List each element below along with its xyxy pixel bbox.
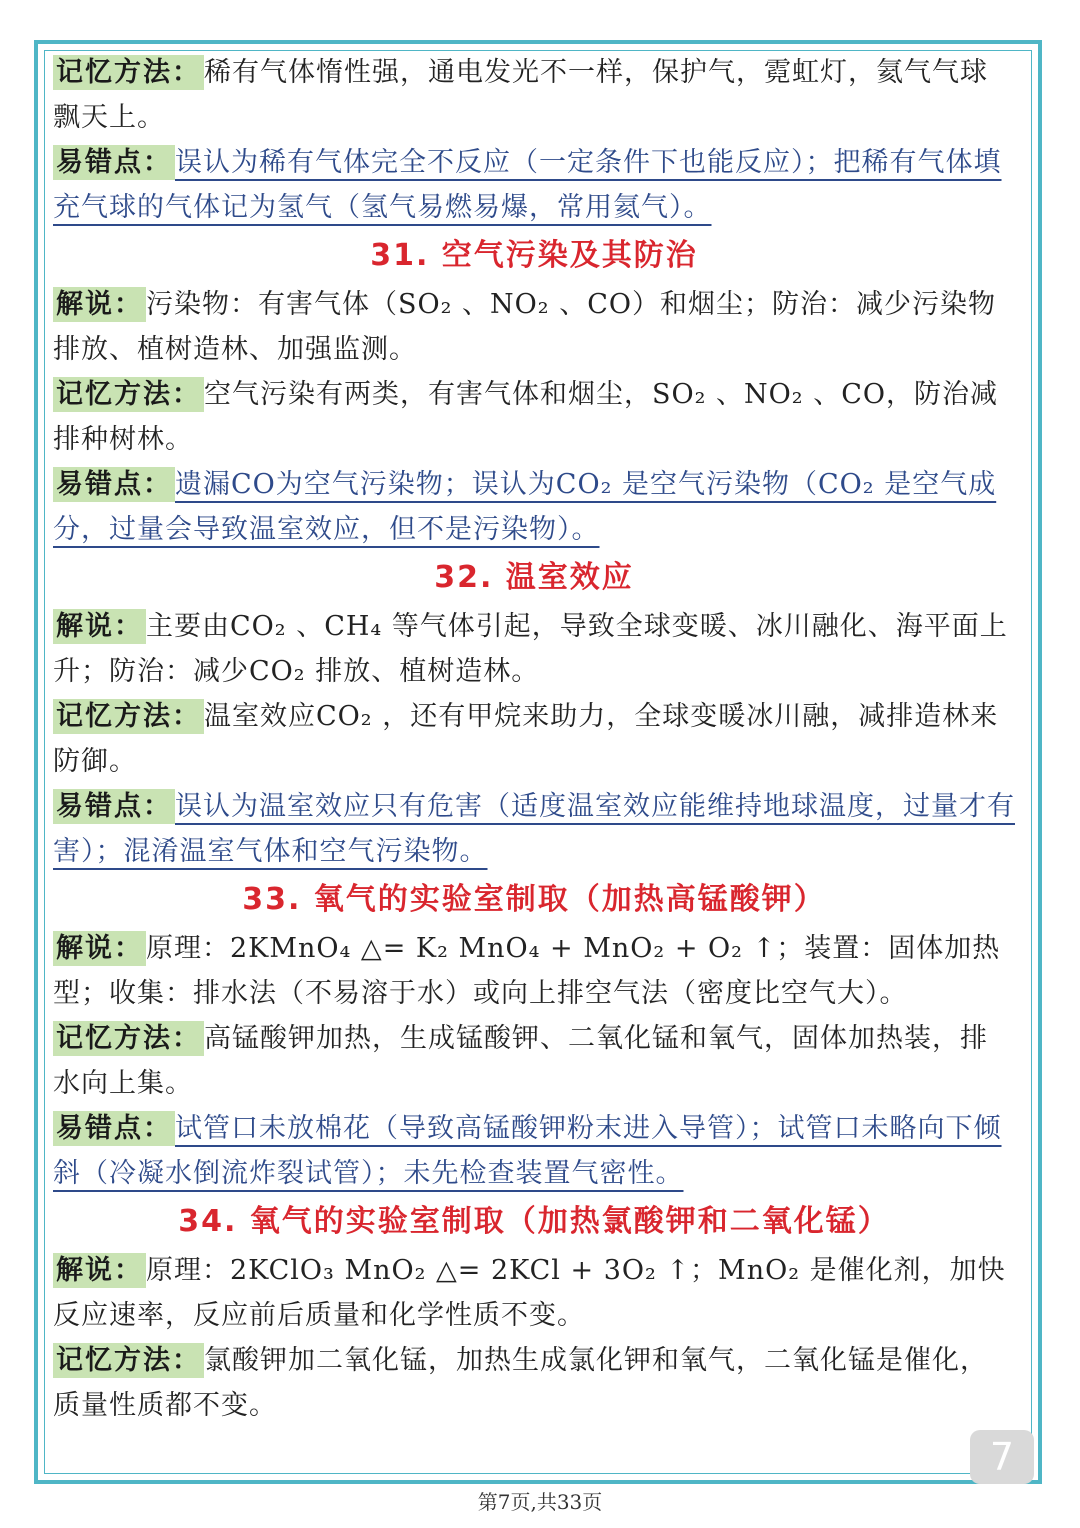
entry-text: 氯酸钾加二氧化锰，加热生成氯化钾和氧气，二氧化锰是催化，质量性质都不变。 (53, 1345, 988, 1421)
memory-method-entry (53, 50, 1015, 140)
error-point-entry (53, 462, 1015, 552)
entry-label: 易错点： (53, 1111, 175, 1146)
section-entry (53, 604, 1015, 694)
section-title: 33. 氧气的实验室制取（加热高锰酸钾） (242, 882, 826, 917)
entry-label: 易错点： (53, 789, 175, 824)
entry-text: 原理：2KClO₃ MnO₂ △= 2KCl + 3O₂ ↑；MnO₂ 是催化剂，加快反应速率，反应前后质量和化学性质不变。 (53, 1255, 1006, 1331)
error-point-label: 易错点： (53, 145, 175, 180)
error-point-entry (53, 140, 1015, 230)
entry-text: 高锰酸钾加热，生成锰酸钾、二氧化锰和氧气，固体加热装，排水向上集。 (53, 1023, 988, 1099)
section-title: 34. 氧气的实验室制取（加热氯酸钾和二氧化锰） (178, 1204, 890, 1239)
page-footer: 第7页,共33页 (477, 1490, 603, 1514)
entry-text: 空气污染有两类，有害气体和烟尘，SO₂ 、NO₂ 、CO，防治减排种树林。 (53, 379, 998, 455)
section-entry (53, 1248, 1015, 1338)
section-entry (53, 1016, 1015, 1106)
entry-text: 原理：2KMnO₄ △= K₂ MnO₄ + MnO₂ + O₂ ↑；装置：固体加热型；收集：排水法（不易溶于水）或向上排空气法（密度比空气大）。 (53, 933, 1001, 1009)
document-content (53, 50, 1015, 1428)
section-entry (53, 1338, 1015, 1428)
entry-label: 记忆方法： (53, 1021, 204, 1056)
error-point-entry (53, 784, 1015, 874)
entry-label: 解说： (53, 287, 146, 322)
section-title: 31. 空气污染及其防治 (370, 238, 698, 273)
entry-text: 主要由CO₂ 、CH₄ 等气体引起，导致全球变暖、冰川融化、海平面上升；防治：减少CO₂ 排放、植树造林。 (53, 611, 1008, 687)
entry-label: 易错点： (53, 467, 175, 502)
entry-label: 解说： (53, 609, 146, 644)
sections-container (53, 230, 1015, 1428)
section-entry (53, 282, 1015, 372)
entry-text: 污染物：有害气体（SO₂ 、NO₂ 、CO）和烟尘；防治：减少污染物排放、植树造林、加强监测。 (53, 289, 996, 365)
error-point-entry (53, 1106, 1015, 1196)
section-entry (53, 372, 1015, 462)
entry-label: 解说： (53, 931, 146, 966)
entry-label: 解说： (53, 1253, 146, 1288)
error-point-text: 误认为稀有气体完全不反应（一定条件下也能反应）；把稀有气体填充气球的气体记为氢气（氢气易燃易爆，常用氦气）。 (53, 147, 1002, 223)
entry-text: 温室效应CO₂ ，还有甲烷来助力，全球变暖冰川融，减排造林来防御。 (53, 701, 999, 777)
section-entry (53, 926, 1015, 1016)
entry-text: 误认为温室效应只有危害（适度温室效应能维持地球温度，过量才有害）；混淆温室气体和空气污染物。 (53, 791, 1015, 867)
entry-label: 记忆方法： (53, 1343, 204, 1378)
page-number-badge: 7 (970, 1430, 1034, 1484)
memory-method-text: 稀有气体惰性强，通电发光不一样，保护气，霓虹灯，氦气气球飘天上。 (53, 57, 988, 133)
entry-label: 记忆方法： (53, 699, 204, 734)
entry-text: 遗漏CO为空气污染物；误认为CO₂ 是空气污染物（CO₂ 是空气成分，过量会导致温室效应，但不是污染物）。 (53, 469, 997, 545)
section-title: 32. 温室效应 (434, 560, 634, 595)
entry-text: 试管口未放棉花（导致高锰酸钾粉末进入导管）；试管口未略向下倾斜（冷凝水倒流炸裂试管）；未先检查装置气密性。 (53, 1113, 1002, 1189)
section-entry (53, 694, 1015, 784)
memory-method-label: 记忆方法： (53, 55, 204, 90)
entry-label: 记忆方法： (53, 377, 204, 412)
